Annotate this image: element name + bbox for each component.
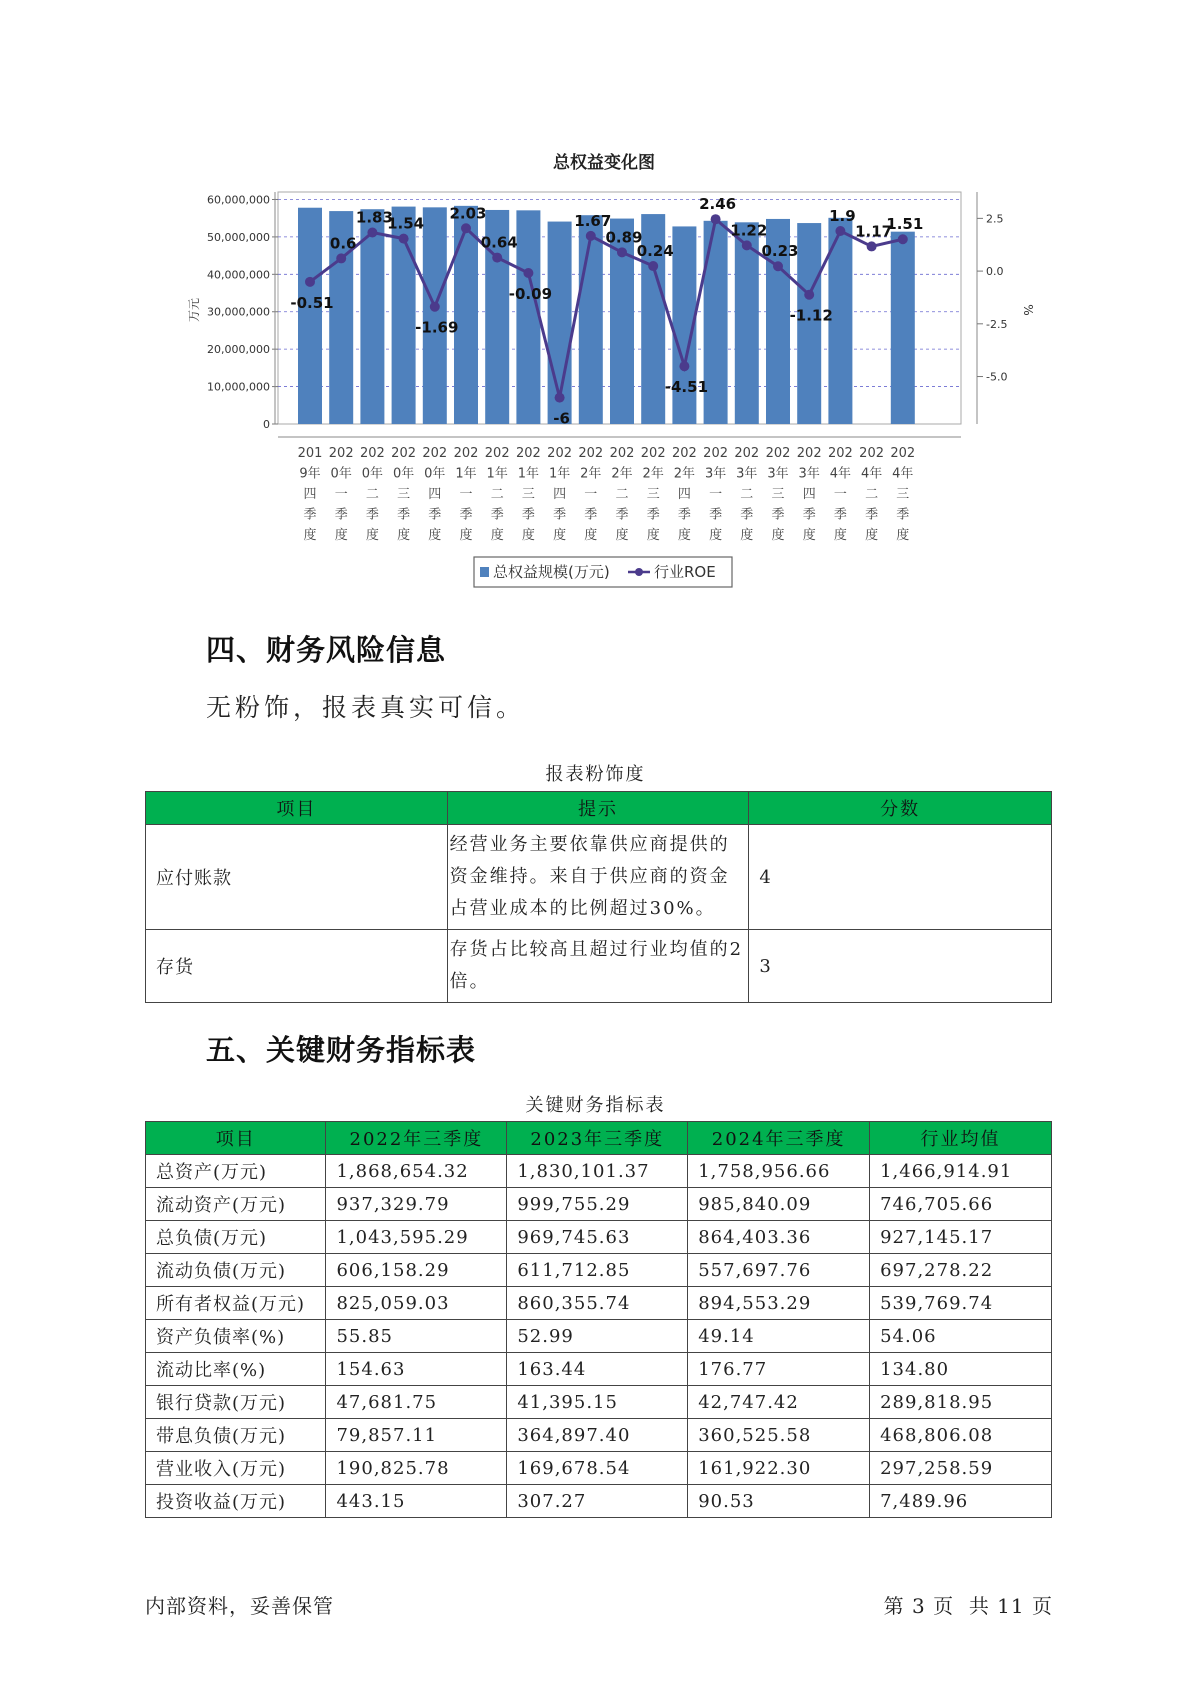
x-category-label: 季: [521, 507, 535, 523]
x-category-label: 二: [490, 487, 504, 502]
risk-header-score: 分数: [749, 792, 1052, 825]
x-category-label: 度: [334, 528, 348, 543]
kpi-cell: 307.27: [507, 1485, 688, 1518]
equity-bar: [423, 207, 447, 424]
x-category-label: 2年: [673, 466, 696, 482]
y-tick-label-right: -5.0: [986, 370, 1008, 384]
x-category-label: 0年: [392, 466, 415, 482]
kpi-cell: 41,395.15: [507, 1386, 688, 1419]
kpi-table-header: [146, 1122, 1052, 1155]
x-category-label: 度: [833, 528, 847, 543]
x-category-label: 季: [740, 507, 754, 523]
roe-data-label: 0.89: [605, 228, 643, 247]
roe-point: [617, 247, 627, 257]
kpi-cell: 860,355.74: [507, 1287, 688, 1320]
x-category-label: 202: [422, 446, 448, 461]
x-category-label: 202: [328, 446, 354, 461]
x-category-label: 二: [865, 487, 879, 502]
roe-data-label: -0.51: [290, 293, 334, 312]
x-category-label: 季: [459, 507, 473, 523]
kpi-cell: 606,158.29: [326, 1254, 507, 1287]
table-row: [146, 1386, 1052, 1419]
risk-item: 存货: [146, 930, 448, 1003]
x-category-label: 4年: [892, 466, 914, 482]
kpi-cell: 1,758,956.66: [688, 1155, 870, 1188]
x-category-label: 4年: [829, 466, 852, 482]
x-category-label: 202: [484, 446, 510, 461]
x-category-label: 1年: [548, 466, 571, 482]
x-category-label: 季: [896, 507, 910, 523]
roe-data-label: 1.83: [355, 208, 393, 227]
kpi-cell: 289,818.95: [870, 1386, 1052, 1419]
roe-data-label: 1.51: [886, 215, 924, 234]
kpi-cell: 864,403.36: [688, 1221, 870, 1254]
y-tick-label-left: 0: [263, 418, 270, 431]
x-category-label: 四: [802, 487, 816, 502]
roe-data-label: -0.09: [508, 284, 553, 303]
x-category-label: 三: [521, 487, 535, 502]
roe-point: [773, 261, 783, 271]
x-category-label: 3年: [767, 466, 789, 482]
kpi-row-label: 投资收益(万元): [146, 1485, 326, 1518]
x-category-label: 2年: [642, 466, 664, 482]
chart-title: 总权益变化图: [553, 153, 655, 173]
kpi-row-label: 银行贷款(万元): [146, 1386, 326, 1419]
x-category-label: 202: [359, 446, 385, 461]
kpi-cell: 163.44: [507, 1353, 688, 1386]
x-category-label: 1年: [517, 466, 540, 482]
x-category-label: 季: [490, 507, 504, 523]
x-category-label: 0年: [424, 466, 446, 482]
x-category-label: 度: [397, 528, 411, 543]
roe-point: [555, 393, 565, 403]
x-category-label: 季: [428, 507, 442, 523]
x-category-label: 202: [796, 446, 822, 461]
roe-point: [804, 290, 814, 300]
kpi-cell: 927,145.17: [870, 1221, 1052, 1254]
x-category-label: 度: [802, 528, 816, 543]
x-category-label: 202: [734, 446, 760, 461]
table-row: [146, 1485, 1052, 1518]
risk-tip: 存货占比较高且超过行业均值的2倍。: [447, 930, 749, 1003]
risk-table-caption: 报表粉饰度: [545, 764, 646, 785]
y-tick-label-left: 20,000,000: [207, 343, 270, 357]
x-category-label: 季: [646, 507, 660, 523]
roe-point: [586, 231, 596, 241]
kpi-row-label: 总资产(万元): [146, 1155, 326, 1188]
risk-table: [145, 791, 1052, 1003]
roe-data-label: 1.22: [730, 221, 768, 240]
risk-tip: 经营业务主要依靠供应商提供的资金维持。来自于供应商的资金占营业成本的比例超过30%。: [447, 825, 749, 930]
x-category-label: 一: [334, 487, 348, 502]
x-category-label: 202: [703, 446, 729, 461]
y-tick-label-left: 60,000,000: [207, 193, 270, 207]
kpi-row-label: 所有者权益(万元): [146, 1287, 326, 1320]
x-category-label: 二: [615, 487, 629, 502]
kpi-cell: 825,059.03: [326, 1287, 507, 1320]
x-category-label: 季: [771, 507, 785, 523]
x-category-label: 度: [709, 528, 723, 543]
x-category-label: 四: [303, 487, 317, 502]
x-category-label: 3年: [736, 466, 758, 482]
table-row: [146, 1353, 1052, 1386]
x-category-label: 度: [896, 528, 910, 543]
kpi-cell: 468,806.08: [870, 1419, 1052, 1452]
kpi-header-2024q3: 2024年三季度: [688, 1122, 870, 1155]
y-tick-label-left: 30,000,000: [207, 305, 270, 319]
x-category-label: 202: [609, 446, 635, 461]
x-category-label: 202: [578, 446, 604, 461]
equity-chart-svg: [0, 0, 1191, 600]
kpi-cell: 90.53: [688, 1485, 870, 1518]
risk-item: 应付账款: [146, 825, 448, 930]
footer-page-number: 第 3 页 共 11 页: [883, 1594, 1053, 1618]
roe-data-label: -4.51: [664, 378, 709, 397]
x-category-label: 季: [397, 507, 411, 523]
risk-header-item: 项目: [146, 792, 448, 825]
roe-point: [461, 223, 471, 233]
table-row: [146, 1188, 1052, 1221]
x-category-label: 二: [365, 487, 379, 502]
kpi-cell: 894,553.29: [688, 1287, 870, 1320]
roe-data-label: 0.24: [636, 242, 674, 261]
x-category-label: 度: [677, 528, 691, 543]
kpi-cell: 746,705.66: [870, 1188, 1052, 1221]
table-row: [146, 1155, 1052, 1188]
x-category-label: 1年: [486, 466, 508, 482]
kpi-row-label: 流动比率(%): [146, 1353, 326, 1386]
equity-bar: [891, 232, 915, 424]
roe-data-label: 1.54: [387, 214, 425, 233]
roe-data-label: 2.46: [699, 195, 737, 214]
roe-point: [430, 302, 440, 312]
x-category-label: 3年: [704, 466, 727, 482]
kpi-cell: 364,897.40: [507, 1419, 688, 1452]
equity-bar: [579, 215, 603, 424]
x-category-label: 度: [365, 528, 379, 543]
table-row: [146, 1320, 1052, 1353]
x-category-label: 季: [553, 507, 567, 523]
kpi-cell: 161,922.30: [688, 1452, 870, 1485]
x-category-label: 季: [334, 507, 348, 523]
roe-point: [867, 241, 877, 251]
x-category-label: 4年: [860, 466, 883, 482]
kpi-cell: 47,681.75: [326, 1386, 507, 1419]
kpi-header-industry-avg: 行业均值: [870, 1122, 1052, 1155]
roe-point: [835, 226, 845, 236]
legend-bar-swatch: [480, 567, 489, 577]
legend-line-marker: [635, 568, 643, 576]
x-category-label: 一: [584, 487, 598, 502]
legend-label-equity: 总权益规模(万元): [493, 563, 610, 581]
table-row: [146, 1221, 1052, 1254]
kpi-cell: 557,697.76: [688, 1254, 870, 1287]
x-category-label: 季: [303, 507, 317, 523]
x-category-label: 202: [671, 446, 697, 461]
footer-confidential: 内部资料，妥善保管: [145, 1594, 334, 1618]
table-row: [146, 1254, 1052, 1287]
kpi-header-2022q3: 2022年三季度: [326, 1122, 507, 1155]
kpi-cell: 1,868,654.32: [326, 1155, 507, 1188]
x-category-label: 二: [740, 487, 754, 502]
x-category-label: 2年: [611, 466, 633, 482]
x-category-label: 202: [453, 446, 479, 461]
kpi-cell: 55.85: [326, 1320, 507, 1353]
x-category-label: 季: [865, 507, 879, 523]
x-category-label: 0年: [330, 466, 352, 482]
kpi-cell: 1,830,101.37: [507, 1155, 688, 1188]
roe-data-label: -1.12: [789, 306, 833, 325]
kpi-cell: 297,258.59: [870, 1452, 1052, 1485]
roe-point: [898, 234, 908, 244]
x-category-label: 度: [646, 528, 660, 543]
x-category-label: 一: [709, 487, 723, 502]
x-category-label: 201: [297, 446, 323, 461]
kpi-cell: 169,678.54: [507, 1452, 688, 1485]
x-category-label: 3年: [798, 466, 820, 482]
x-category-label: 季: [802, 507, 816, 523]
x-category-label: 202: [890, 446, 916, 461]
x-category-label: 202: [827, 446, 853, 461]
x-category-label: 一: [459, 487, 473, 502]
risk-header-tip: 提示: [447, 792, 749, 825]
x-category-label: 三: [397, 487, 411, 502]
risk-score: 3: [749, 930, 1052, 1003]
x-category-label: 季: [709, 507, 723, 523]
section4-text: 无粉饰，报表真实可信。: [206, 693, 526, 722]
kpi-cell: 190,825.78: [326, 1452, 507, 1485]
x-category-label: 季: [584, 507, 598, 523]
kpi-row-label: 营业收入(万元): [146, 1452, 326, 1485]
x-category-label: 度: [490, 528, 504, 543]
roe-data-label: -6: [553, 409, 570, 428]
kpi-table: [145, 1121, 1052, 1518]
kpi-cell: 999,755.29: [507, 1188, 688, 1221]
equity-bar: [360, 209, 384, 424]
x-category-label: 季: [677, 507, 691, 523]
y-tick-label-right: -2.5: [986, 317, 1008, 331]
table-row: [146, 930, 1052, 1003]
y-tick-label-left: 50,000,000: [207, 230, 270, 244]
kpi-cell: 969,745.63: [507, 1221, 688, 1254]
x-category-label: 202: [515, 446, 541, 461]
kpi-row-label: 带息负债(万元): [146, 1419, 326, 1452]
x-category-label: 度: [553, 528, 567, 543]
equity-bar: [454, 206, 478, 424]
roe-point: [305, 277, 315, 287]
x-category-label: 一: [833, 487, 847, 502]
x-category-label: 三: [896, 487, 910, 502]
kpi-cell: 937,329.79: [326, 1188, 507, 1221]
table-row: [146, 1419, 1052, 1452]
equity-bar: [516, 210, 540, 424]
x-category-label: 季: [615, 507, 629, 523]
roe-data-label: 1.67: [574, 211, 612, 230]
kpi-header-item: 项目: [146, 1122, 326, 1155]
kpi-cell: 52.99: [507, 1320, 688, 1353]
section4-heading: 四、财务风险信息: [206, 633, 447, 667]
equity-chart: [0, 0, 1191, 600]
roe-data-label: 0.6: [329, 234, 357, 253]
x-category-label: 202: [640, 446, 666, 461]
roe-point: [399, 234, 409, 244]
roe-point: [523, 268, 533, 278]
kpi-cell: 360,525.58: [688, 1419, 870, 1452]
kpi-table-caption: 关键财务指标表: [525, 1095, 666, 1116]
roe-point: [742, 240, 752, 250]
x-category-label: 度: [740, 528, 754, 543]
kpi-cell: 539,769.74: [870, 1287, 1052, 1320]
kpi-cell: 79,857.11: [326, 1419, 507, 1452]
kpi-row-label: 流动负债(万元): [146, 1254, 326, 1287]
x-category-label: 202: [391, 446, 417, 461]
x-category-label: 季: [365, 507, 379, 523]
y-tick-label-left: 40,000,000: [207, 268, 270, 282]
kpi-cell: 176.77: [688, 1353, 870, 1386]
kpi-row-label: 流动资产(万元): [146, 1188, 326, 1221]
roe-data-label: 0.23: [761, 242, 799, 261]
x-category-label: 季: [833, 507, 847, 523]
risk-table-header: [146, 792, 1052, 825]
roe-data-label: -1.69: [415, 318, 459, 337]
x-category-label: 四: [428, 487, 442, 502]
x-category-label: 度: [428, 528, 442, 543]
table-row: [146, 1452, 1052, 1485]
x-category-label: 度: [771, 528, 785, 543]
x-category-label: 202: [859, 446, 885, 461]
x-category-label: 1年: [455, 466, 477, 482]
roe-data-label: 1.17: [855, 222, 893, 241]
kpi-cell: 154.63: [326, 1353, 507, 1386]
table-row: [146, 1287, 1052, 1320]
x-category-label: 四: [677, 487, 691, 502]
roe-point: [367, 227, 377, 237]
section5-heading: 五、关键财务指标表: [206, 1033, 477, 1067]
kpi-row-label: 总负债(万元): [146, 1221, 326, 1254]
kpi-cell: 1,466,914.91: [870, 1155, 1052, 1188]
roe-data-label: 0.64: [480, 233, 518, 252]
y-tick-label-left: 10,000,000: [207, 380, 270, 394]
x-category-label: 202: [547, 446, 573, 461]
kpi-cell: 134.80: [870, 1353, 1052, 1386]
x-category-label: 度: [584, 528, 598, 543]
kpi-cell: 42,747.42: [688, 1386, 870, 1419]
x-category-label: 2年: [580, 466, 602, 482]
roe-point: [679, 361, 689, 371]
kpi-cell: 1,043,595.29: [326, 1221, 507, 1254]
y-tick-label-right: 2.5: [986, 212, 1004, 226]
x-category-label: 三: [646, 487, 660, 502]
kpi-cell: 7,489.96: [870, 1485, 1052, 1518]
roe-point: [648, 261, 658, 271]
table-row: [146, 825, 1052, 930]
y-axis-label-right: %: [1021, 304, 1035, 316]
x-category-label: 度: [615, 528, 629, 543]
kpi-cell: 697,278.22: [870, 1254, 1052, 1287]
roe-data-label: 2.03: [449, 204, 487, 223]
x-category-label: 202: [765, 446, 791, 461]
x-category-label: 三: [771, 487, 785, 502]
x-category-label: 度: [459, 528, 473, 543]
equity-bar: [298, 208, 322, 424]
kpi-row-label: 资产负债率(%): [146, 1320, 326, 1353]
kpi-cell: 443.15: [326, 1485, 507, 1518]
x-category-label: 四: [553, 487, 567, 502]
roe-data-label: 1.9: [829, 207, 856, 226]
risk-score: 4: [749, 825, 1052, 930]
roe-point: [492, 253, 502, 263]
legend-label-roe: 行业ROE: [654, 563, 716, 581]
kpi-header-2023q3: 2023年三季度: [507, 1122, 688, 1155]
y-axis-label-left: 万元: [187, 297, 201, 323]
y-tick-label-right: 0.0: [986, 265, 1004, 279]
x-category-label: 9年: [299, 466, 321, 482]
roe-point: [711, 214, 721, 224]
kpi-cell: 611,712.85: [507, 1254, 688, 1287]
kpi-cell: 54.06: [870, 1320, 1052, 1353]
kpi-cell: 985,840.09: [688, 1188, 870, 1221]
x-category-label: 度: [303, 528, 317, 543]
roe-point: [336, 253, 346, 263]
x-category-label: 度: [865, 528, 879, 543]
x-category-label: 0年: [361, 466, 384, 482]
x-category-label: 度: [521, 528, 535, 543]
kpi-cell: 49.14: [688, 1320, 870, 1353]
